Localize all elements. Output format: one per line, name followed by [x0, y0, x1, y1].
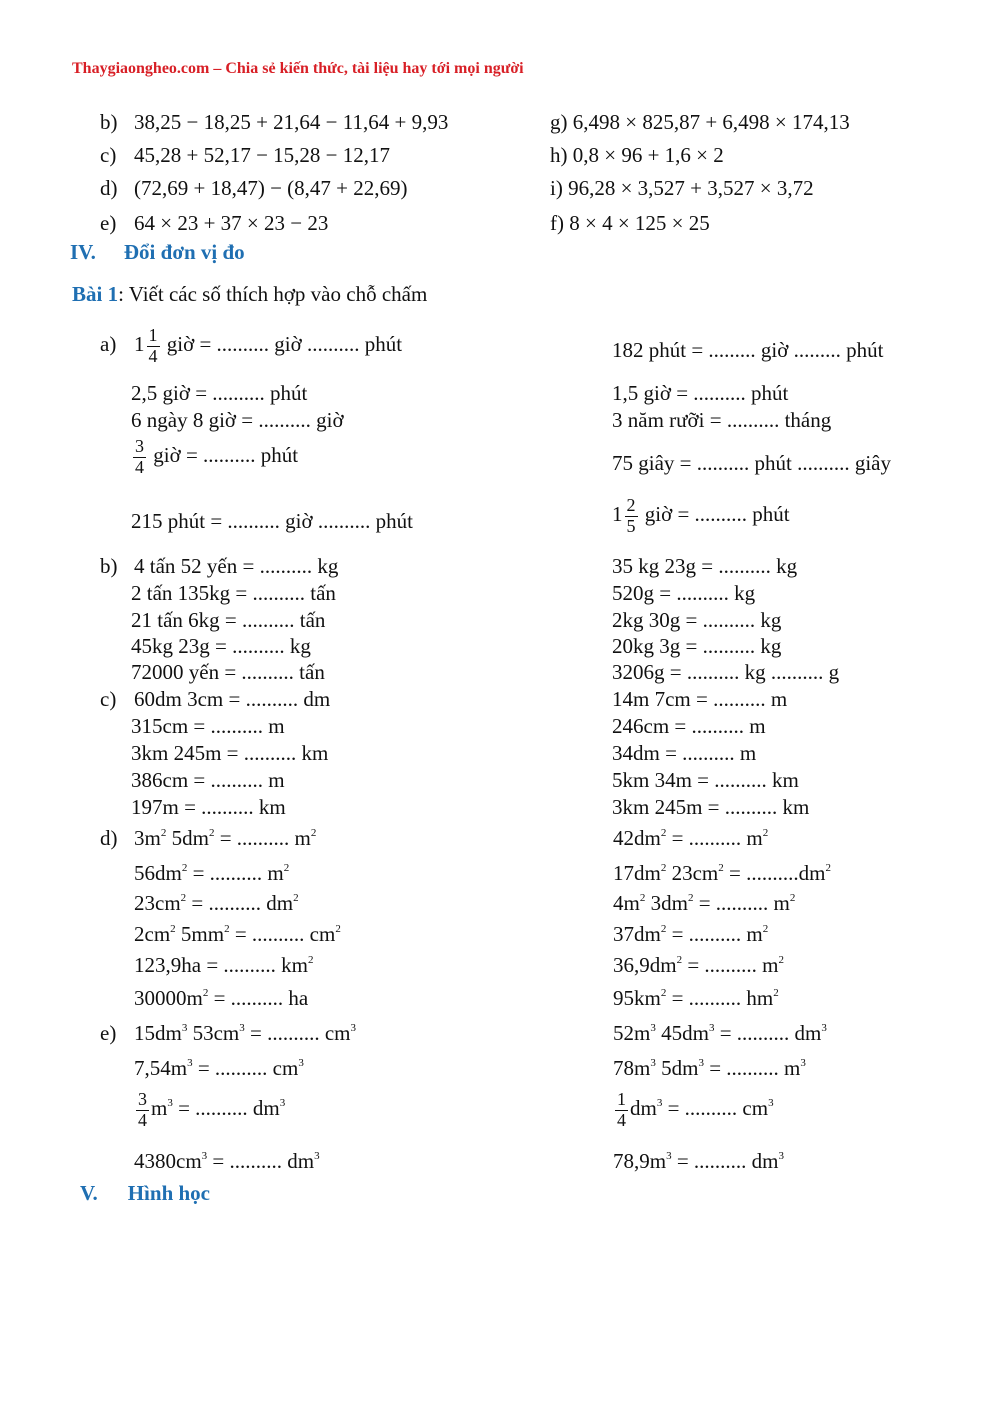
denominator: 4	[148, 345, 158, 366]
b-left-row-5: 72000 yến = .......... tấn	[131, 660, 325, 684]
text: = .......... dm	[172, 1096, 280, 1121]
e-left-row-3	[134, 1090, 285, 1131]
exponent: 3	[656, 1097, 663, 1110]
c-left-row-3: 3km 245m = .......... km	[131, 741, 329, 765]
site-header: Thaygiaongheo.com – Chia sẻ kiến thức, tài liệu hay tới mọi người	[72, 60, 524, 77]
exponent: 3	[181, 1022, 188, 1034]
a-right-row-2: 1,5 giờ = .......... phút	[612, 381, 789, 405]
item-label: d)	[100, 176, 118, 200]
exercise-i	[550, 176, 814, 201]
exponent: 3	[666, 1150, 672, 1162]
fraction	[136, 1090, 149, 1131]
text: = .......... cm	[662, 1096, 769, 1121]
part-label: d)	[100, 826, 118, 850]
text: = .......... m	[666, 922, 763, 946]
section-iv-heading	[70, 240, 245, 265]
exponent: 2	[224, 923, 230, 935]
numerator: 3	[135, 436, 144, 456]
exponent: 2	[778, 954, 785, 966]
b-right-row-1: 35 kg 23g = .......... kg	[612, 554, 798, 578]
text: = .......... ha	[208, 986, 309, 1010]
exercise-label: Bài 1	[72, 282, 119, 306]
exponent: 2	[676, 954, 683, 966]
item-label: e)	[100, 211, 117, 235]
denominator: 4	[617, 1109, 626, 1130]
c-left-row-2: 315cm = .......... m	[131, 714, 285, 738]
expression: 6,498 × 825,87 + 6,498 × 174,13	[572, 110, 850, 134]
section-title: Hình học	[127, 1181, 210, 1205]
part-label: c)	[100, 687, 117, 711]
text: 23cm	[134, 891, 181, 915]
part-label: a)	[100, 332, 117, 357]
exponent: 2	[293, 892, 299, 904]
text: 95km	[613, 986, 661, 1010]
fraction	[625, 496, 638, 537]
d-left-row-1	[100, 826, 316, 851]
c-left-row-4: 386cm = .......... m	[131, 768, 285, 792]
exponent: 2	[208, 827, 215, 839]
exponent: 2	[308, 954, 314, 966]
part-label: b)	[100, 554, 118, 578]
conversion-text: giờ = .......... phút	[153, 443, 299, 468]
exponent: 2	[660, 862, 667, 874]
d-left-row-5	[134, 953, 314, 978]
exponent: 2	[180, 892, 187, 904]
denominator: 4	[135, 456, 144, 477]
exponent: 3	[279, 1097, 286, 1110]
e-right-row-1	[613, 1021, 827, 1046]
exponent: 2	[762, 827, 769, 839]
c-right-row-2: 246cm = .......... m	[612, 714, 766, 738]
a-right-row-4: 75 giây = .......... phút .......... giây	[612, 451, 891, 475]
exponent: 2	[789, 892, 796, 904]
mixed-whole: 1	[134, 332, 145, 357]
exponent: 3	[298, 1057, 304, 1069]
b-right-row-3: 2kg 30g = .......... kg	[612, 608, 782, 632]
d-right-row-5	[613, 953, 784, 978]
exponent: 2	[310, 827, 317, 839]
text: = .......... dm	[207, 1149, 315, 1173]
text: 78,9m	[613, 1149, 667, 1173]
d-left-row-2	[134, 861, 289, 886]
item-label: g)	[550, 110, 568, 134]
exponent: 2	[687, 892, 694, 904]
text: 123,9ha = .......... km	[134, 953, 308, 977]
exercise-c	[100, 143, 390, 168]
text: 5dm	[166, 826, 209, 850]
a-right-row-5	[612, 496, 790, 537]
numerator: 3	[138, 1089, 147, 1109]
exponent: 2	[825, 862, 831, 874]
e-right-row-4	[613, 1149, 784, 1174]
a-left-row-5: 215 phút = .......... giờ .......... phút	[131, 509, 413, 533]
item-label: i)	[550, 176, 563, 200]
text: 36,9dm	[613, 953, 677, 977]
exponent: 2	[718, 862, 724, 874]
part-label: e)	[100, 1021, 117, 1045]
item-label: h)	[550, 143, 568, 167]
text: = .......... m	[682, 953, 779, 977]
text: 42dm	[613, 826, 661, 850]
text: = .......... m	[693, 891, 790, 915]
a-left-row-4	[131, 437, 298, 478]
c-left-row-5: 197m = .......... km	[131, 795, 286, 819]
c-right-row-1: 14m 7cm = .......... m	[612, 687, 788, 711]
c-right-row-3: 34dm = .......... m	[612, 741, 757, 765]
expression: 96,28 × 3,527 + 3,527 × 3,72	[568, 176, 814, 200]
conversion-text: 4 tấn 52 yến = .......... kg	[134, 554, 339, 578]
expression: 38,25 − 18,25 + 21,64 − 11,64 + 9,93	[134, 110, 449, 134]
exponent: 2	[660, 827, 667, 839]
text: 5mm	[175, 922, 225, 946]
text: = .......... dm	[671, 1149, 779, 1173]
exponent: 3	[821, 1022, 827, 1034]
exponent: 3	[201, 1150, 208, 1162]
c-right-row-5: 3km 245m = .......... km	[612, 795, 810, 819]
numerator: 1	[148, 325, 158, 345]
exponent: 3	[239, 1022, 245, 1034]
item-label: f)	[550, 211, 564, 235]
fraction	[615, 1090, 628, 1131]
exponent: 2	[773, 987, 779, 999]
a-left-row-2: 2,5 giờ = .......... phút	[131, 381, 308, 405]
conversion-text: 60dm 3cm = .......... dm	[134, 687, 331, 711]
exponent: 3	[650, 1057, 656, 1069]
exercise-b	[100, 110, 448, 135]
text: 37dm	[613, 922, 661, 946]
d-right-row-4	[613, 922, 768, 947]
denominator: 5	[626, 515, 636, 536]
text: = ..........dm	[723, 861, 826, 885]
exercise-e	[100, 211, 328, 236]
fraction	[147, 326, 160, 367]
d-right-row-3	[613, 891, 795, 916]
expression: 64 × 23 + 37 × 23 − 23	[134, 211, 329, 235]
expression: 0,8 × 96 + 1,6 × 2	[572, 143, 724, 167]
text: 52m	[613, 1021, 651, 1045]
fraction	[133, 437, 146, 478]
exponent: 3	[167, 1097, 173, 1110]
text: = .......... m	[214, 826, 311, 850]
text: 53cm	[187, 1021, 240, 1045]
a-left-row-3: 6 ngày 8 giờ = .......... giờ	[131, 408, 344, 432]
d-left-row-4	[134, 922, 341, 947]
exponent: 2	[160, 827, 167, 839]
text: = .......... m	[703, 1056, 801, 1080]
exponent: 2	[660, 987, 667, 999]
numerator: 1	[617, 1089, 626, 1109]
exponent: 3	[698, 1057, 704, 1069]
exponent: 2	[660, 923, 667, 935]
exponent: 2	[762, 923, 769, 935]
section-v-heading	[80, 1181, 210, 1206]
c-left-row-1	[100, 687, 330, 712]
b-right-row-4: 20kg 3g = .......... kg	[612, 634, 782, 658]
b-right-row-2: 520g = .......... kg	[612, 581, 756, 605]
a-left-row-1	[100, 326, 402, 367]
exercise-d	[100, 176, 408, 201]
text: = .......... cm	[244, 1021, 351, 1045]
text: = .......... dm	[714, 1021, 822, 1045]
exponent: 3	[768, 1097, 774, 1110]
exponent: 3	[650, 1022, 656, 1034]
d-left-row-6	[134, 986, 308, 1011]
exponent: 2	[181, 862, 188, 874]
text: 78m	[613, 1056, 651, 1080]
text: = .......... m	[666, 826, 763, 850]
text: = .......... cm	[229, 922, 336, 946]
text: = .......... dm	[186, 891, 294, 915]
b-left-row-4: 45kg 23g = .......... kg	[131, 634, 311, 658]
exponent: 2	[335, 923, 341, 935]
text: 2cm	[134, 922, 171, 946]
d-right-row-6	[613, 986, 779, 1011]
e-left-row-1	[100, 1021, 356, 1046]
e-right-row-2	[613, 1056, 806, 1081]
d-right-row-2	[613, 861, 831, 886]
text: 7,54m	[134, 1056, 188, 1080]
text: 5dm	[655, 1056, 699, 1080]
text: 4380cm	[134, 1149, 202, 1173]
text: dm	[630, 1096, 657, 1121]
text: 4m	[613, 891, 640, 915]
text: 3m	[134, 826, 161, 850]
exponent: 3	[350, 1022, 356, 1034]
e-right-row-3	[613, 1090, 774, 1131]
section-number: IV.	[70, 240, 96, 264]
d-right-row-1	[613, 826, 768, 851]
expression: (72,69 + 18,47) − (8,47 + 22,69)	[134, 176, 408, 200]
b-left-row-2: 2 tấn 135kg = .......... tấn	[131, 581, 336, 605]
text: 56dm	[134, 861, 182, 885]
e-left-row-4	[134, 1149, 320, 1174]
section-title: Đổi đơn vị đo	[123, 240, 245, 264]
b-right-row-5: 3206g = .......... kg .......... g	[612, 660, 840, 684]
numerator: 2	[626, 495, 636, 515]
e-left-row-2	[134, 1056, 304, 1081]
text: 3dm	[645, 891, 688, 915]
b-left-row-3: 21 tấn 6kg = .......... tấn	[131, 608, 326, 632]
d-left-row-3	[134, 891, 299, 916]
text: 23cm	[666, 861, 719, 885]
exponent: 2	[283, 862, 290, 874]
text: = .......... m	[187, 861, 284, 885]
denominator: 4	[138, 1109, 147, 1130]
b-left-row-1	[100, 554, 338, 579]
text: m	[151, 1096, 168, 1121]
mixed-whole: 1	[612, 502, 623, 527]
exponent: 3	[778, 1150, 785, 1162]
text: 45dm	[655, 1021, 709, 1045]
text: = .......... hm	[666, 986, 774, 1010]
item-label: b)	[100, 110, 118, 134]
exponent: 3	[187, 1057, 193, 1069]
a-right-row-1: 182 phút = ......... giờ ......... phút	[612, 338, 884, 362]
a-right-row-3: 3 năm rưỡi = .......... tháng	[612, 408, 832, 432]
section-number: V.	[80, 1181, 98, 1205]
exponent: 3	[800, 1057, 806, 1069]
expression: 8 × 4 × 125 × 25	[569, 211, 710, 235]
text: 17dm	[613, 861, 661, 885]
exercise-instruction: : Viết các số thích hợp vào chỗ chấm	[118, 282, 428, 306]
exponent: 2	[639, 892, 646, 904]
exercise-f	[550, 211, 710, 236]
conversion-text: giờ = .......... giờ .......... phút	[166, 332, 403, 357]
item-label: c)	[100, 143, 117, 167]
text: 30000m	[134, 986, 203, 1010]
exercise-g	[550, 110, 850, 135]
text: 15dm	[134, 1021, 182, 1045]
conversion-text: giờ = .......... phút	[644, 502, 790, 527]
c-right-row-4: 5km 34m = .......... km	[612, 768, 799, 792]
exponent: 3	[708, 1022, 715, 1034]
text: = .......... cm	[192, 1056, 299, 1080]
expression: 45,28 + 52,17 − 15,28 − 12,17	[134, 143, 391, 167]
exponent: 2	[170, 923, 176, 935]
exponent: 2	[202, 987, 209, 999]
exercise-h	[550, 143, 724, 168]
exercise-1-prompt	[72, 282, 427, 307]
exponent: 3	[314, 1150, 320, 1162]
